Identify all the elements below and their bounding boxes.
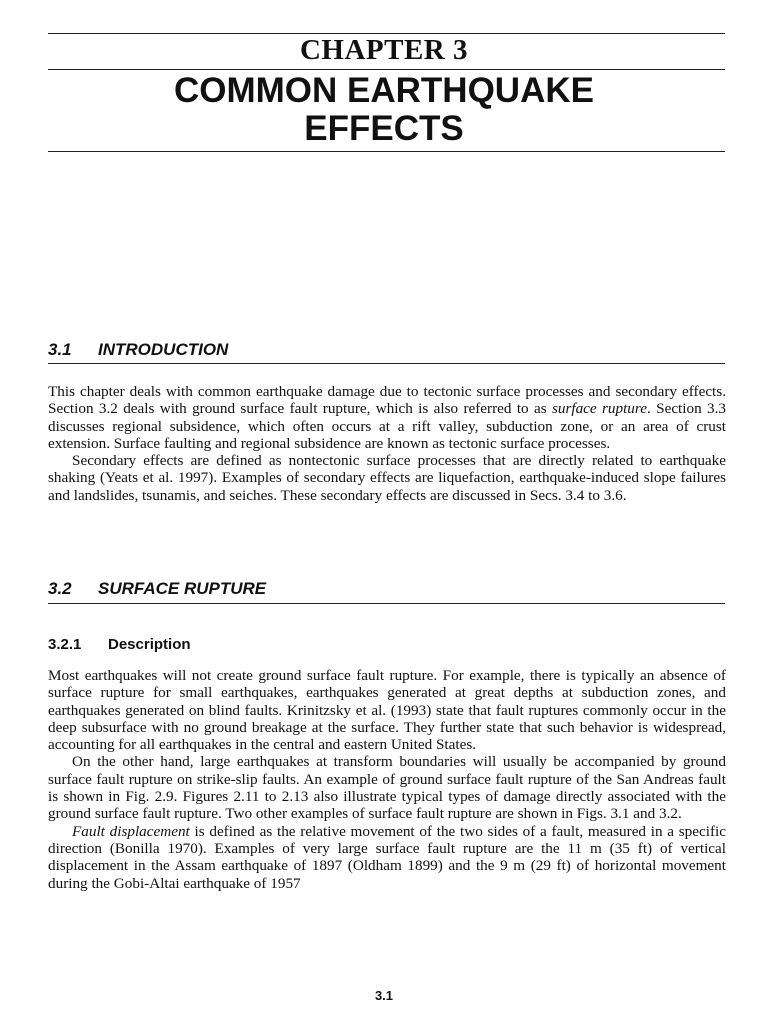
section-title: SURFACE RUPTURE <box>98 579 267 598</box>
chapter-label: CHAPTER 3 <box>299 34 469 66</box>
paragraph <box>48 383 726 452</box>
description-body <box>48 667 726 892</box>
chapter-title-text: COMMON EARTHQUAKE EFFECTS <box>174 71 594 148</box>
subsection-heading-description <box>48 636 191 653</box>
title-bottom-rule <box>48 151 725 152</box>
section-heading-surface-rupture <box>48 579 266 599</box>
page-number: 3.1 <box>374 988 394 1003</box>
section-heading-introduction <box>48 340 228 360</box>
paragraph: Secondary effects are defined as nontectonic surface processes that are directly related to earthquake shaking (Yeats et al. 1997). Examples of secondary effects are liquefaction, earthquake-induced slope failures and landslides, tsunamis, and seiches. These secondary effects are discussed in Secs. 3.4 to 3.6. <box>48 452 726 504</box>
section-title: INTRODUCTION <box>98 340 229 359</box>
paragraph-text: This chapter deals with common earthquake damage due to tectonic surface processes and secondary effects. Section 3.2 deals with ground surface fault rupture, which is also referred to as <box>48 383 726 418</box>
paragraph: Most earthquakes will not create ground surface fault rupture. For example, there is typically an absence of surface rupture for small earthquakes, earthquakes generated at great depths at subduction zones, and earthquakes generated on blind faults. Krinitzsky et al. (1993) state that fault ruptures commonly occur in the deep subsurface with no ground breakage at the surface. They further state that such behavior is widespread, accounting for all earthquakes in the central and eastern United States. <box>48 667 726 754</box>
chapter-rule <box>48 69 725 70</box>
emphasis-text: Fault displacement <box>72 822 190 840</box>
paragraph-text: is defined as the relative movement of the two sides of a fault, measured in a specific direction (Bonilla 1970). Examples of very large surface fault rupture are the 11 m (35 ft) of vertical displacement in the Assam earthquake of 1897 (Oldham 1899) and the 9 m (29 ft) of horizontal movement during the Gobi-Altai earthquake of 1957 <box>48 822 726 892</box>
paragraph-text: . Section 3.3 discusses regional subsidence, which often occurs at a rift valley, subduction zone, or an area of crust extension. Surface faulting and regional subsidence are known as tectonic surface processes. <box>48 400 726 452</box>
paragraph <box>48 823 726 892</box>
chapter-title <box>0 72 768 148</box>
subsection-title: Description <box>108 636 191 653</box>
introduction-body <box>48 383 726 504</box>
section-number: 3.1 <box>48 340 72 359</box>
section-rule <box>48 603 725 604</box>
section-number: 3.2 <box>48 579 72 598</box>
section-rule <box>48 363 725 364</box>
subsection-number: 3.2.1 <box>48 636 82 653</box>
paragraph: On the other hand, large earthquakes at transform boundaries will usually be accompanied by ground surface fault rupture on strike-slip faults. An example of ground surface fault rupture of the San Andreas fault is shown in Fig. 2.9. Figures 2.11 to 2.13 also illustrate typical types of damage directly associated with the ground surface fault rupture. Two other examples of surface fault rupture are shown in Figs. 3.1 and 3.2. <box>48 753 726 823</box>
emphasis-text: surface rupture <box>551 400 647 418</box>
